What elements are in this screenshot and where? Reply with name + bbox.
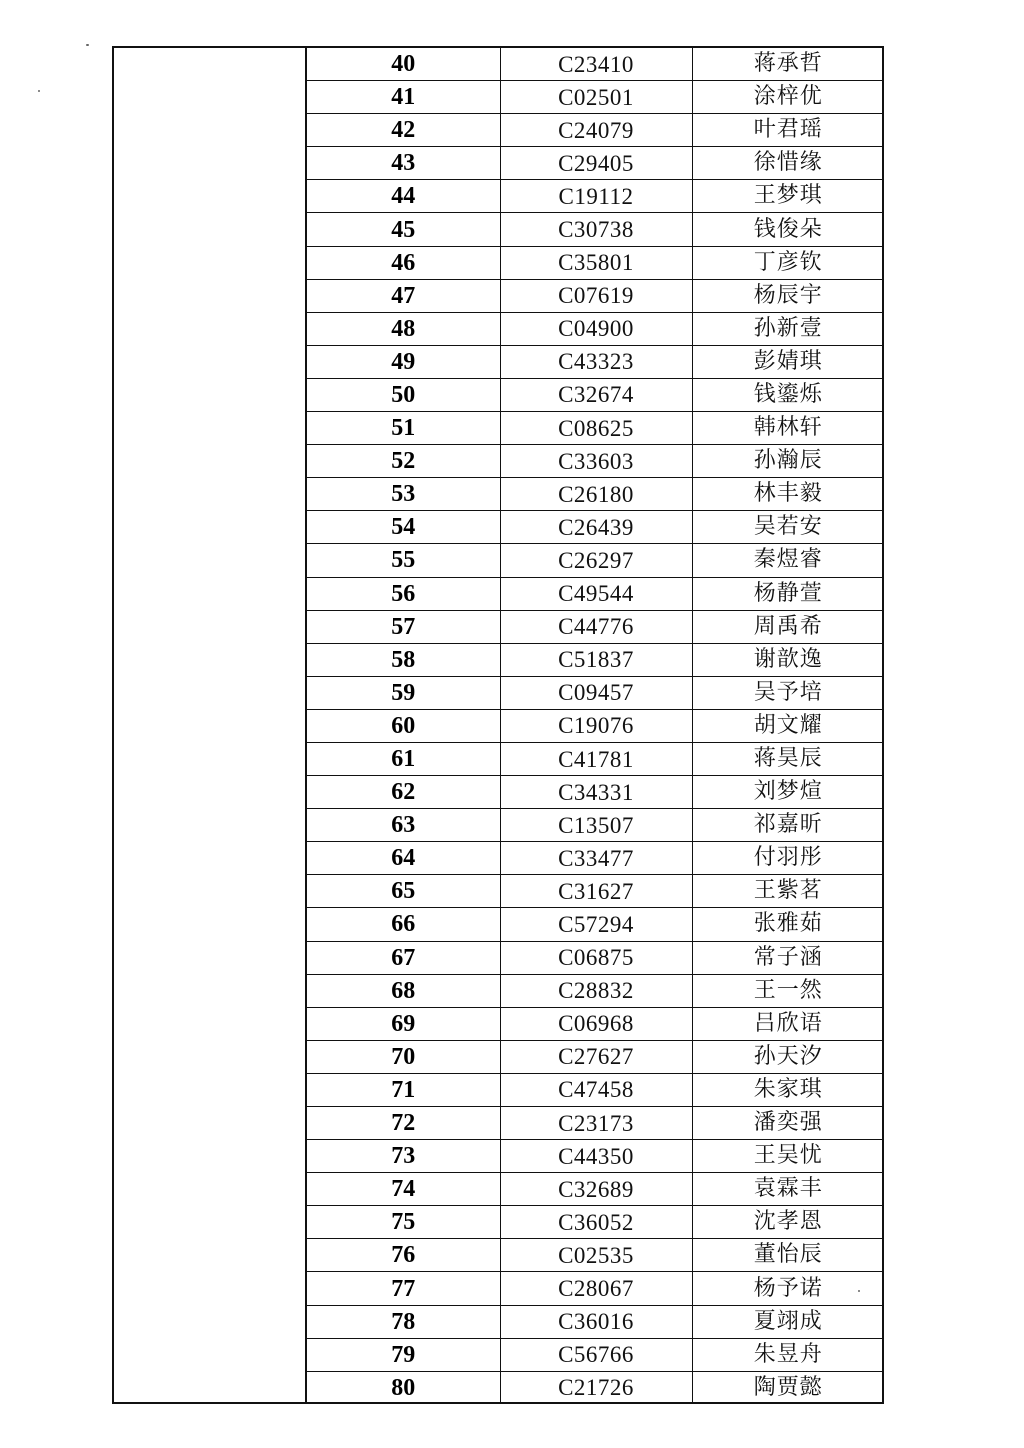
student-name: 丁彦钦 (692, 246, 884, 279)
student-name: 周禹希 (692, 610, 884, 643)
candidate-code: C24079 (500, 114, 692, 147)
candidate-code: C32674 (500, 378, 692, 411)
table-row (307, 147, 884, 180)
table-row (307, 1073, 884, 1106)
table-row (307, 1206, 884, 1239)
candidate-code: C27627 (500, 1040, 692, 1073)
candidate-code: C30738 (500, 213, 692, 246)
table-row (307, 114, 884, 147)
candidate-code: C02535 (500, 1239, 692, 1272)
candidate-code: C07619 (500, 279, 692, 312)
table-row (307, 1305, 884, 1338)
student-name: 韩林轩 (692, 412, 884, 445)
student-name: 袁霖丰 (692, 1173, 884, 1206)
candidate-code: C49544 (500, 577, 692, 610)
student-name: 叶君瑶 (692, 114, 884, 147)
candidate-code: C26180 (500, 478, 692, 511)
table-row (307, 1173, 884, 1206)
scan-speck (86, 44, 89, 46)
row-number: 57 (307, 610, 500, 643)
candidate-code: C29405 (500, 147, 692, 180)
row-number: 69 (307, 1007, 500, 1040)
student-name: 刘梦煊 (692, 776, 884, 809)
student-name: 林丰毅 (692, 478, 884, 511)
roster-body (307, 48, 884, 1404)
candidate-code: C34331 (500, 776, 692, 809)
candidate-code: C04900 (500, 312, 692, 345)
student-name: 王梦琪 (692, 180, 884, 213)
row-number: 71 (307, 1073, 500, 1106)
candidate-code: C33477 (500, 842, 692, 875)
row-number: 50 (307, 378, 500, 411)
table-row (307, 1371, 884, 1404)
candidate-code: C51837 (500, 643, 692, 676)
row-number: 43 (307, 147, 500, 180)
table-row (307, 974, 884, 1007)
candidate-code: C44350 (500, 1140, 692, 1173)
student-name: 王紫茗 (692, 875, 884, 908)
table-row (307, 610, 884, 643)
row-number: 40 (307, 48, 500, 81)
table-row (307, 246, 884, 279)
row-number: 60 (307, 709, 500, 742)
candidate-code: C41781 (500, 742, 692, 775)
candidate-code: C19112 (500, 180, 692, 213)
candidate-code: C35801 (500, 246, 692, 279)
row-number: 80 (307, 1371, 500, 1404)
candidate-code: C31627 (500, 875, 692, 908)
student-name: 付羽彤 (692, 842, 884, 875)
row-number: 46 (307, 246, 500, 279)
row-number: 48 (307, 312, 500, 345)
table-row (307, 875, 884, 908)
candidate-code: C23173 (500, 1107, 692, 1140)
student-name: 董怡辰 (692, 1239, 884, 1272)
student-name: 吕欣语 (692, 1007, 884, 1040)
row-number: 58 (307, 643, 500, 676)
candidate-code: C02501 (500, 81, 692, 114)
table-row (307, 81, 884, 114)
row-number: 42 (307, 114, 500, 147)
row-number: 47 (307, 279, 500, 312)
row-number: 66 (307, 908, 500, 941)
student-name: 徐惜缘 (692, 147, 884, 180)
student-name: 常子涵 (692, 941, 884, 974)
table-row (307, 345, 884, 378)
student-name: 朱昱舟 (692, 1338, 884, 1371)
row-number: 54 (307, 511, 500, 544)
row-number: 53 (307, 478, 500, 511)
candidate-code: C19076 (500, 709, 692, 742)
table-row (307, 378, 884, 411)
row-number: 65 (307, 875, 500, 908)
roster-sheet (112, 46, 884, 1404)
table-row (307, 676, 884, 709)
student-name: 蒋昊辰 (692, 742, 884, 775)
student-name: 涂梓优 (692, 81, 884, 114)
student-name: 孙新壹 (692, 312, 884, 345)
row-number: 78 (307, 1305, 500, 1338)
row-number: 52 (307, 445, 500, 478)
candidate-code: C57294 (500, 908, 692, 941)
row-number: 74 (307, 1173, 500, 1206)
student-name: 钱鎏烁 (692, 378, 884, 411)
table-row (307, 1007, 884, 1040)
table-row (307, 776, 884, 809)
candidate-code: C28067 (500, 1272, 692, 1305)
row-number: 79 (307, 1338, 500, 1371)
student-name: 祁嘉昕 (692, 809, 884, 842)
student-name: 王吴忧 (692, 1140, 884, 1173)
table-row (307, 1272, 884, 1305)
table-row (307, 577, 884, 610)
row-number: 68 (307, 974, 500, 1007)
candidate-code: C13507 (500, 809, 692, 842)
scan-speck (38, 90, 40, 92)
row-number: 72 (307, 1107, 500, 1140)
candidate-code: C36052 (500, 1206, 692, 1239)
row-number: 61 (307, 742, 500, 775)
student-name: 沈孝恩 (692, 1206, 884, 1239)
student-name: 陶贾懿 (753, 1374, 823, 1400)
candidate-code: C26297 (500, 544, 692, 577)
candidate-code: C06875 (500, 941, 692, 974)
row-number: 64 (307, 842, 500, 875)
row-number: 73 (307, 1140, 500, 1173)
row-number: 75 (307, 1206, 500, 1239)
table-row (307, 312, 884, 345)
student-name: 孙瀚辰 (692, 445, 884, 478)
candidate-code: C06968 (500, 1007, 692, 1040)
candidate-code: C09457 (500, 676, 692, 709)
student-name: 秦煜睿 (692, 544, 884, 577)
row-number: 55 (307, 544, 500, 577)
row-number: 41 (307, 81, 500, 114)
row-number: 77 (307, 1272, 500, 1305)
candidate-code: C44776 (500, 610, 692, 643)
candidate-code: C47458 (500, 1073, 692, 1106)
row-number: 59 (307, 676, 500, 709)
table-row (307, 180, 884, 213)
student-name: 蒋承哲 (692, 48, 884, 81)
table-row (307, 1239, 884, 1272)
merged-category-cell (114, 48, 307, 1402)
candidate-code: C28832 (500, 974, 692, 1007)
student-name: 杨静萱 (692, 577, 884, 610)
table-row (307, 478, 884, 511)
candidate-code: C23410 (500, 48, 692, 81)
row-number: 70 (307, 1040, 500, 1073)
candidate-code: C56766 (500, 1338, 692, 1371)
table-row (307, 842, 884, 875)
table-row (307, 445, 884, 478)
row-number: 76 (307, 1239, 500, 1272)
table-row (307, 908, 884, 941)
table-row (307, 809, 884, 842)
table-row (307, 742, 884, 775)
candidate-code: C33603 (500, 445, 692, 478)
student-name: 潘奕强 (692, 1107, 884, 1140)
candidate-code: C36016 (500, 1305, 692, 1338)
table-row (307, 544, 884, 577)
table-row (307, 941, 884, 974)
candidate-code: C21726 (500, 1371, 692, 1404)
roster-table (307, 48, 884, 1404)
row-number: 49 (307, 345, 500, 378)
row-number: 67 (307, 941, 500, 974)
student-name: 杨辰宇 (692, 279, 884, 312)
student-name: 夏翊成 (692, 1305, 884, 1338)
table-row (307, 279, 884, 312)
row-number: 45 (307, 213, 500, 246)
table-row (307, 1140, 884, 1173)
row-number: 51 (307, 412, 500, 445)
row-number: 62 (307, 776, 500, 809)
table-row (307, 1338, 884, 1371)
candidate-code: C26439 (500, 511, 692, 544)
row-number: 63 (307, 809, 500, 842)
row-number: 44 (307, 180, 500, 213)
student-name: 孙天汐 (692, 1040, 884, 1073)
student-name: 谢歆逸 (692, 643, 884, 676)
student-name: 胡文耀 (692, 709, 884, 742)
student-name: 张雅茹 (692, 908, 884, 941)
candidate-code: C32689 (500, 1173, 692, 1206)
row-number: 56 (307, 577, 500, 610)
student-name: 杨予诺 (692, 1272, 884, 1305)
student-name: 彭婧琪 (692, 345, 884, 378)
table-row (307, 48, 884, 81)
student-name: 钱俊朵 (692, 213, 884, 246)
candidate-code: C08625 (500, 412, 692, 445)
table-row (307, 709, 884, 742)
table-row (307, 213, 884, 246)
student-name: 吴若安 (692, 511, 884, 544)
table-row (307, 1040, 884, 1073)
student-name: 王一然 (692, 974, 884, 1007)
student-name: 吴予培 (692, 676, 884, 709)
candidate-code: C43323 (500, 345, 692, 378)
student-name: 朱家琪 (692, 1073, 884, 1106)
table-row (307, 1107, 884, 1140)
table-row (307, 511, 884, 544)
table-row (307, 412, 884, 445)
table-row (307, 643, 884, 676)
